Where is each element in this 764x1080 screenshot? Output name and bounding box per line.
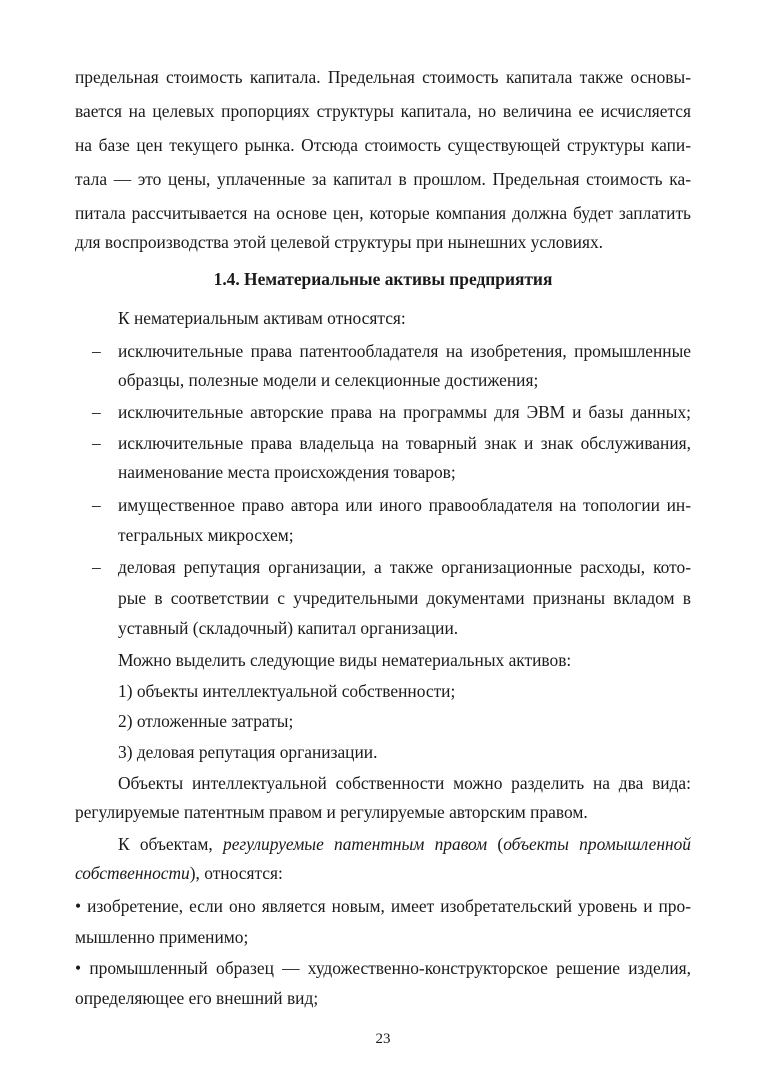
patent-para-line-2 (75, 862, 691, 884)
intro-line-6: для воспроизводства этой целевой структуры при нынешних условиях. (75, 232, 604, 252)
type-item-3: 3) деловая репутация организации. (118, 742, 378, 762)
dash-item-5-line-2: рые в соответствии с учредительными документами признаны вкладом в (118, 588, 691, 608)
dash-item-4-line-2: тегральных микросхем; (118, 525, 294, 545)
dash-item-3-line-1: исключительные права владельца на товарный знак и знак обслуживания, (118, 433, 691, 453)
patent-para-italic: регулируемые патентным правом (223, 834, 488, 854)
intro-line-2: вается на целевых пропорциях структуры капитала, но величина ее исчисляется (75, 101, 691, 121)
intro-line-1: предельная стоимость капитала. Предельная стоимость капитала также основы- (75, 67, 691, 87)
intro-line-3: на базе цен текущего рынка. Отсюда стоимость существующей структуры капи- (75, 135, 691, 155)
patent-para-text: К объектам, (118, 834, 213, 854)
patent-para-line-1 (118, 833, 691, 855)
dash-item-1-line-1: исключительные права патентообладателя на изобретения, промышленные (118, 341, 691, 361)
section-title: 1.4. Нематериальные активы предприятия (213, 269, 553, 289)
patent-para-italic: объекты промышленной (503, 834, 691, 854)
dash-bullet: – (92, 557, 101, 577)
dash-bullet: – (92, 402, 101, 422)
dash-item-1-line-2: образцы, полезные модели и селекционные достижения; (118, 370, 539, 390)
patent-para-italic: собственности (75, 863, 190, 883)
types-intro: Можно выделить следующие виды нематериальных активов: (118, 650, 572, 670)
intro-line-4: тала — это цены, уплаченные за капитал в прошлом. Предельная стоимость ка- (75, 169, 691, 189)
bullet-1-line-2: мышленно применимо; (75, 927, 249, 947)
intro-line-5: питала рассчитывается на основе цен, которые компания должна будет заплатить (75, 203, 691, 223)
patent-para-paren: ( (497, 834, 504, 854)
list-intro: К нематериальным активам относятся: (118, 308, 406, 328)
ip-para-line-1: Объекты интеллектуальной собственности можно разделить на два вида: (118, 773, 691, 793)
bullet-2-line-2: определяющее его внешний вид; (75, 988, 319, 1008)
dash-bullet: – (92, 495, 101, 515)
page-number: 23 (375, 1031, 391, 1047)
dash-item-5-line-3: уставный (складочный) капитал организации. (118, 618, 459, 638)
type-item-1: 1) объекты интеллектуальной собственности; (118, 681, 456, 701)
type-item-2: 2) отложенные затраты; (118, 711, 294, 731)
dash-bullet: – (92, 341, 101, 361)
ip-para-line-2: регулируемые патентным правом и регулируемые авторским правом. (75, 802, 588, 822)
bullet-2-line-1: • промышленный образец — художественно-конструкторское решение изделия, (75, 958, 691, 978)
dash-item-2-line-1: исключительные авторские права на программы для ЭВМ и базы данных; (118, 402, 691, 422)
dash-bullet: – (92, 433, 101, 453)
dash-item-3-line-2: наименование места происхождения товаров; (118, 462, 456, 482)
dash-item-4-line-1: имущественное право автора или иного правообладателя на топологии ин- (118, 495, 691, 515)
dash-item-5-line-1: деловая репутация организации, а также организационные расходы, кото- (118, 557, 691, 577)
bullet-1-line-1: • изобретение, если оно является новым, имеет изобретательский уровень и про- (75, 896, 691, 916)
patent-para-text: ), относятся: (189, 863, 283, 883)
